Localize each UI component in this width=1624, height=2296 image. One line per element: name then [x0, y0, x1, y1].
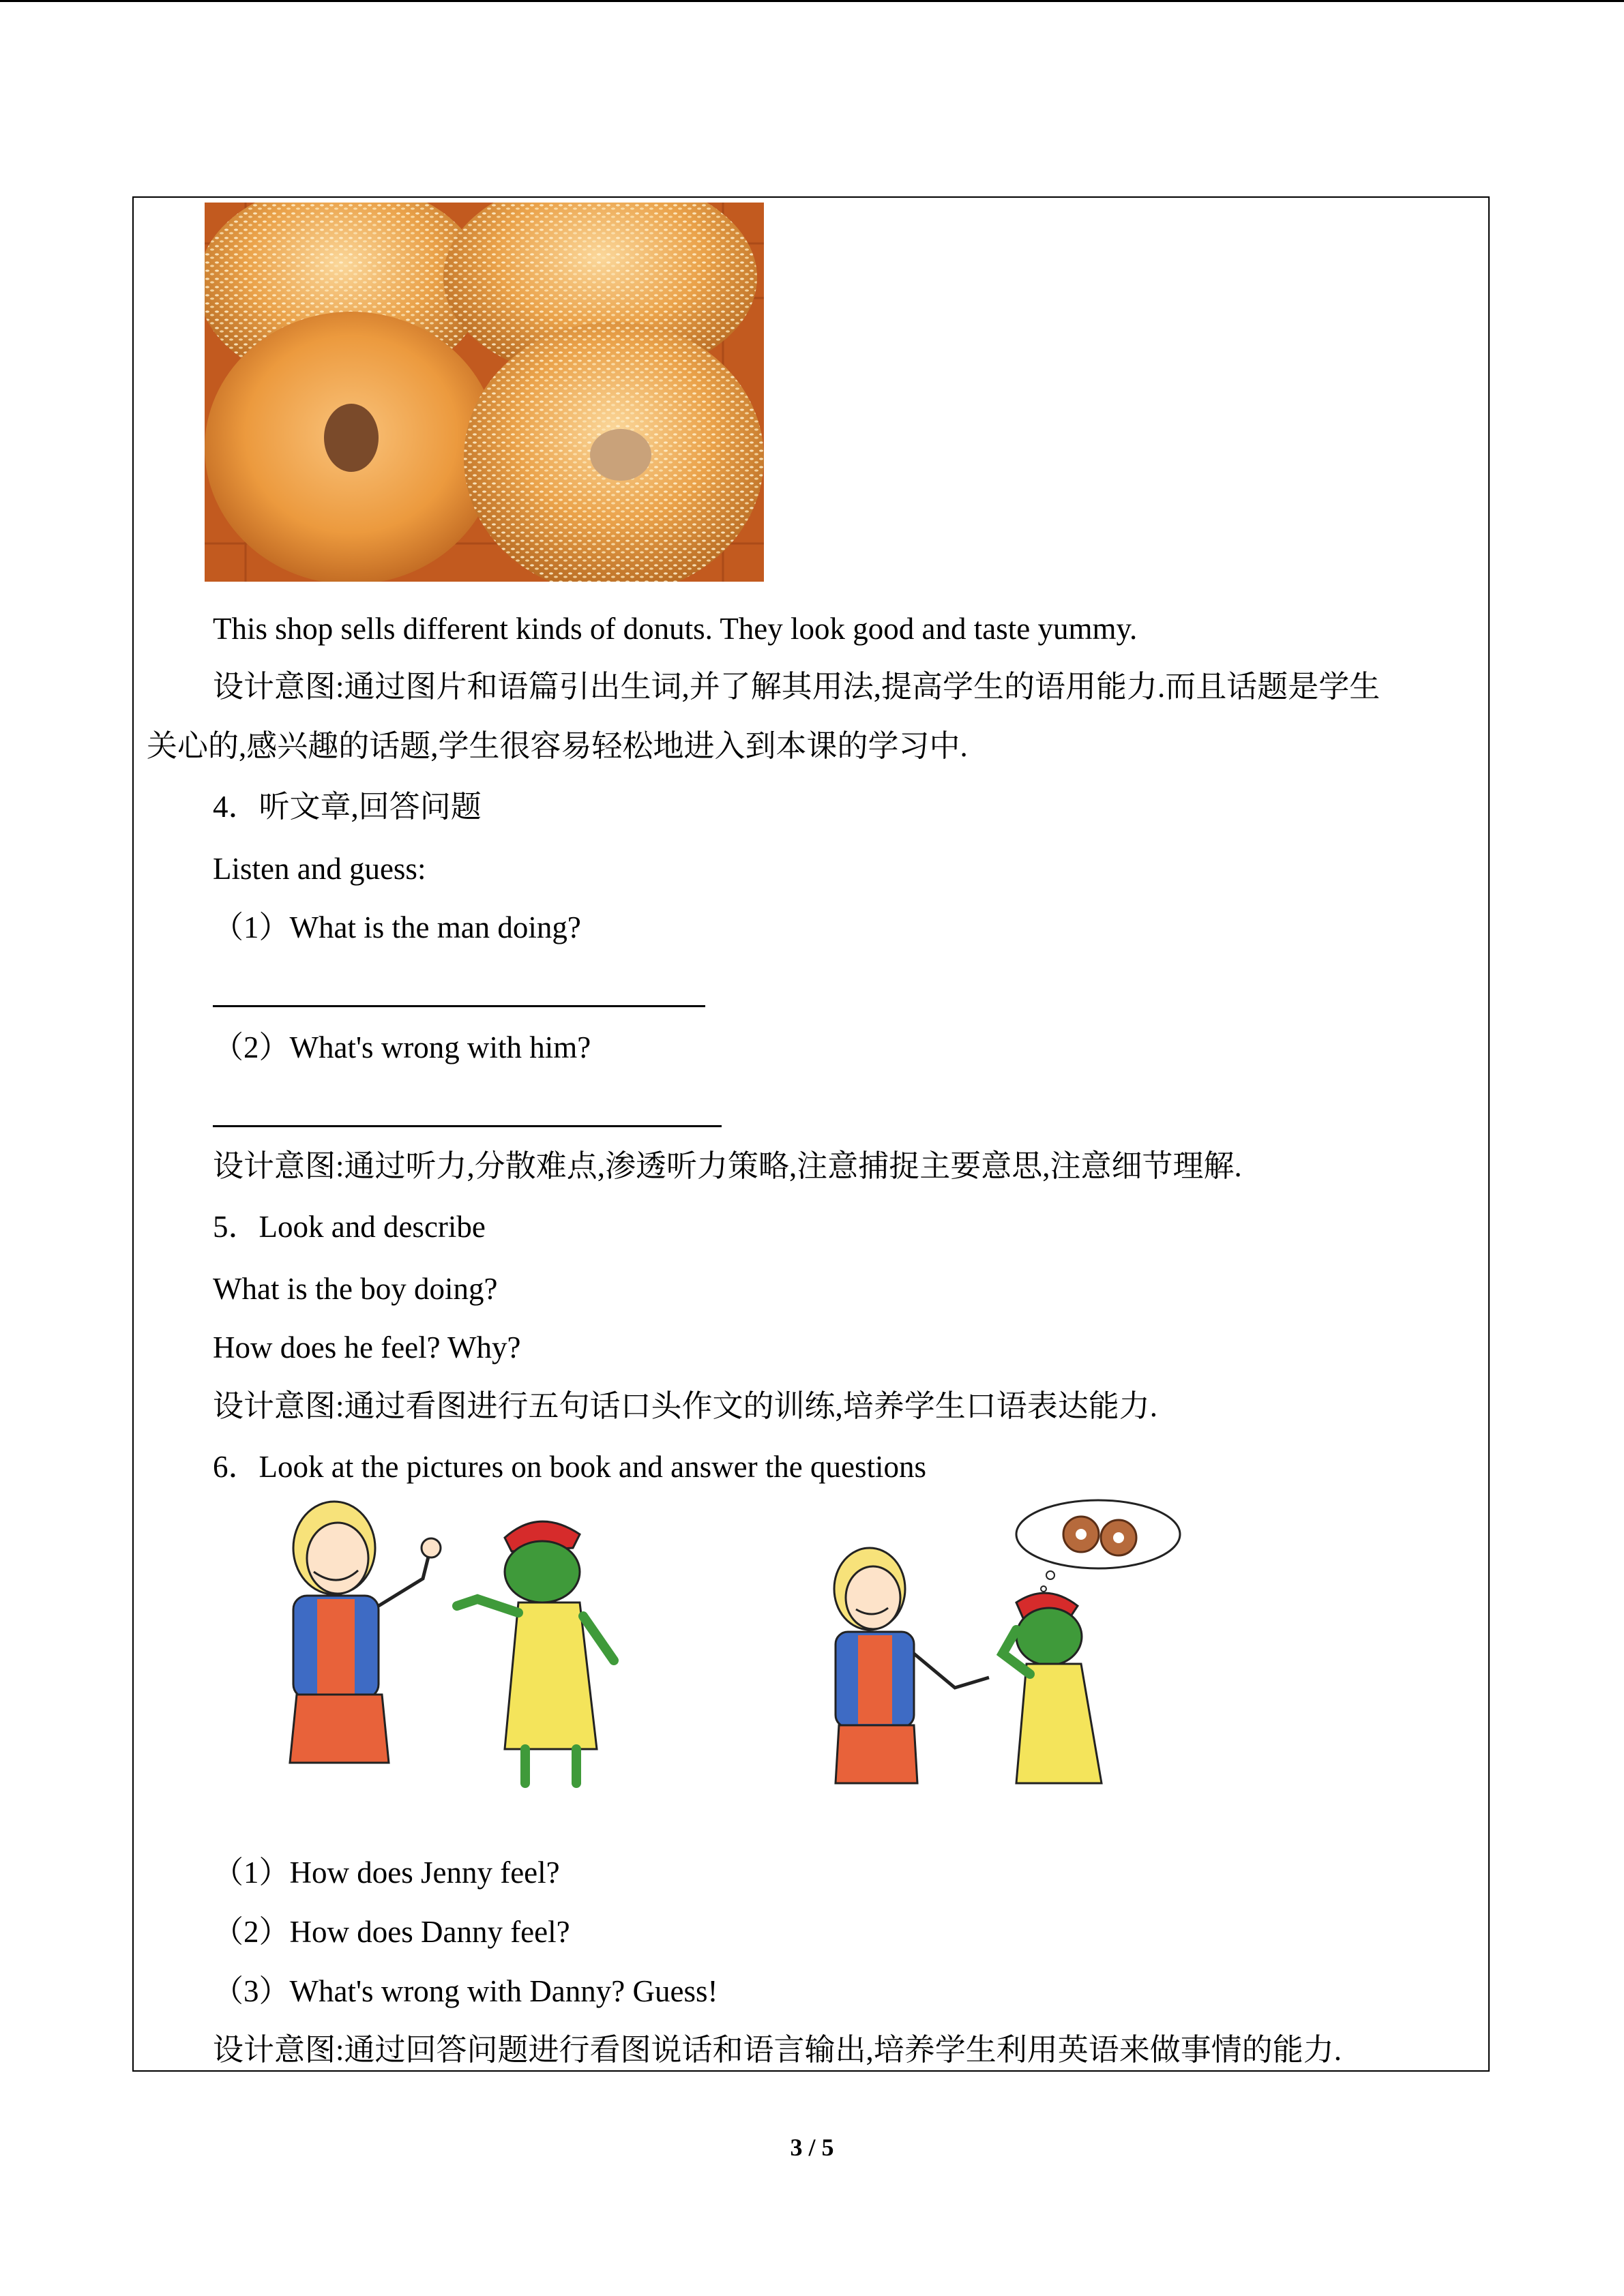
jenny-danny-illustration: [232, 1497, 1187, 1810]
question-4-2: （2）What's wrong with him?: [213, 1030, 591, 1064]
answer-blank-1: [213, 1005, 705, 1007]
section-6-heading: 6．Look at the pictures on book and answer the questions: [213, 1450, 927, 1484]
shop-sentence: This shop sells different kinds of donuts. They look good and taste yummy.: [213, 612, 1138, 646]
answer-blank-2: [213, 1125, 722, 1127]
design-intent-1-line-2: 关心的,感兴趣的话题,学生很容易轻松地进入到本课的学习中.: [147, 729, 968, 763]
danny-figure-1: [457, 1521, 614, 1783]
jenny-figure-2: [834, 1548, 989, 1783]
jenny-figure-1: [290, 1502, 441, 1763]
top-rule: [0, 0, 1624, 2]
bagels-photo: [205, 203, 764, 582]
section-4-heading: 4．听文章,回答问题: [213, 790, 482, 824]
question-6-2: （2）How does Danny feel?: [213, 1915, 570, 1949]
danny-figure-2: [1003, 1500, 1180, 1783]
question-6-1: （1）How does Jenny feel?: [213, 1855, 560, 1890]
question-5-1: What is the boy doing?: [213, 1272, 498, 1306]
question-4-1: （1）What is the man doing?: [213, 910, 581, 944]
section-5-heading: 5．Look and describe: [213, 1210, 486, 1244]
listen-and-guess: Listen and guess:: [213, 852, 426, 886]
design-intent-3: 设计意图:通过看图进行五句话口头作文的训练,培养学生口语表达能力.: [213, 1389, 1158, 1423]
design-intent-2: 设计意图:通过听力,分散难点,渗透听力策略,注意捕捉主要意思,注意细节理解.: [213, 1149, 1242, 1183]
question-6-3: （3）What's wrong with Danny? Guess!: [213, 1974, 718, 2008]
design-intent-1-line-1: 设计意图:通过图片和语篇引出生词,并了解其用法,提高学生的语用能力.而且话题是学生: [213, 670, 1381, 704]
design-intent-4: 设计意图:通过回答问题进行看图说话和语言输出,培养学生利用英语来做事情的能力.: [213, 2033, 1342, 2067]
page-number: 3 / 5: [790, 2134, 834, 2161]
question-5-2: How does he feel? Why?: [213, 1330, 521, 1365]
